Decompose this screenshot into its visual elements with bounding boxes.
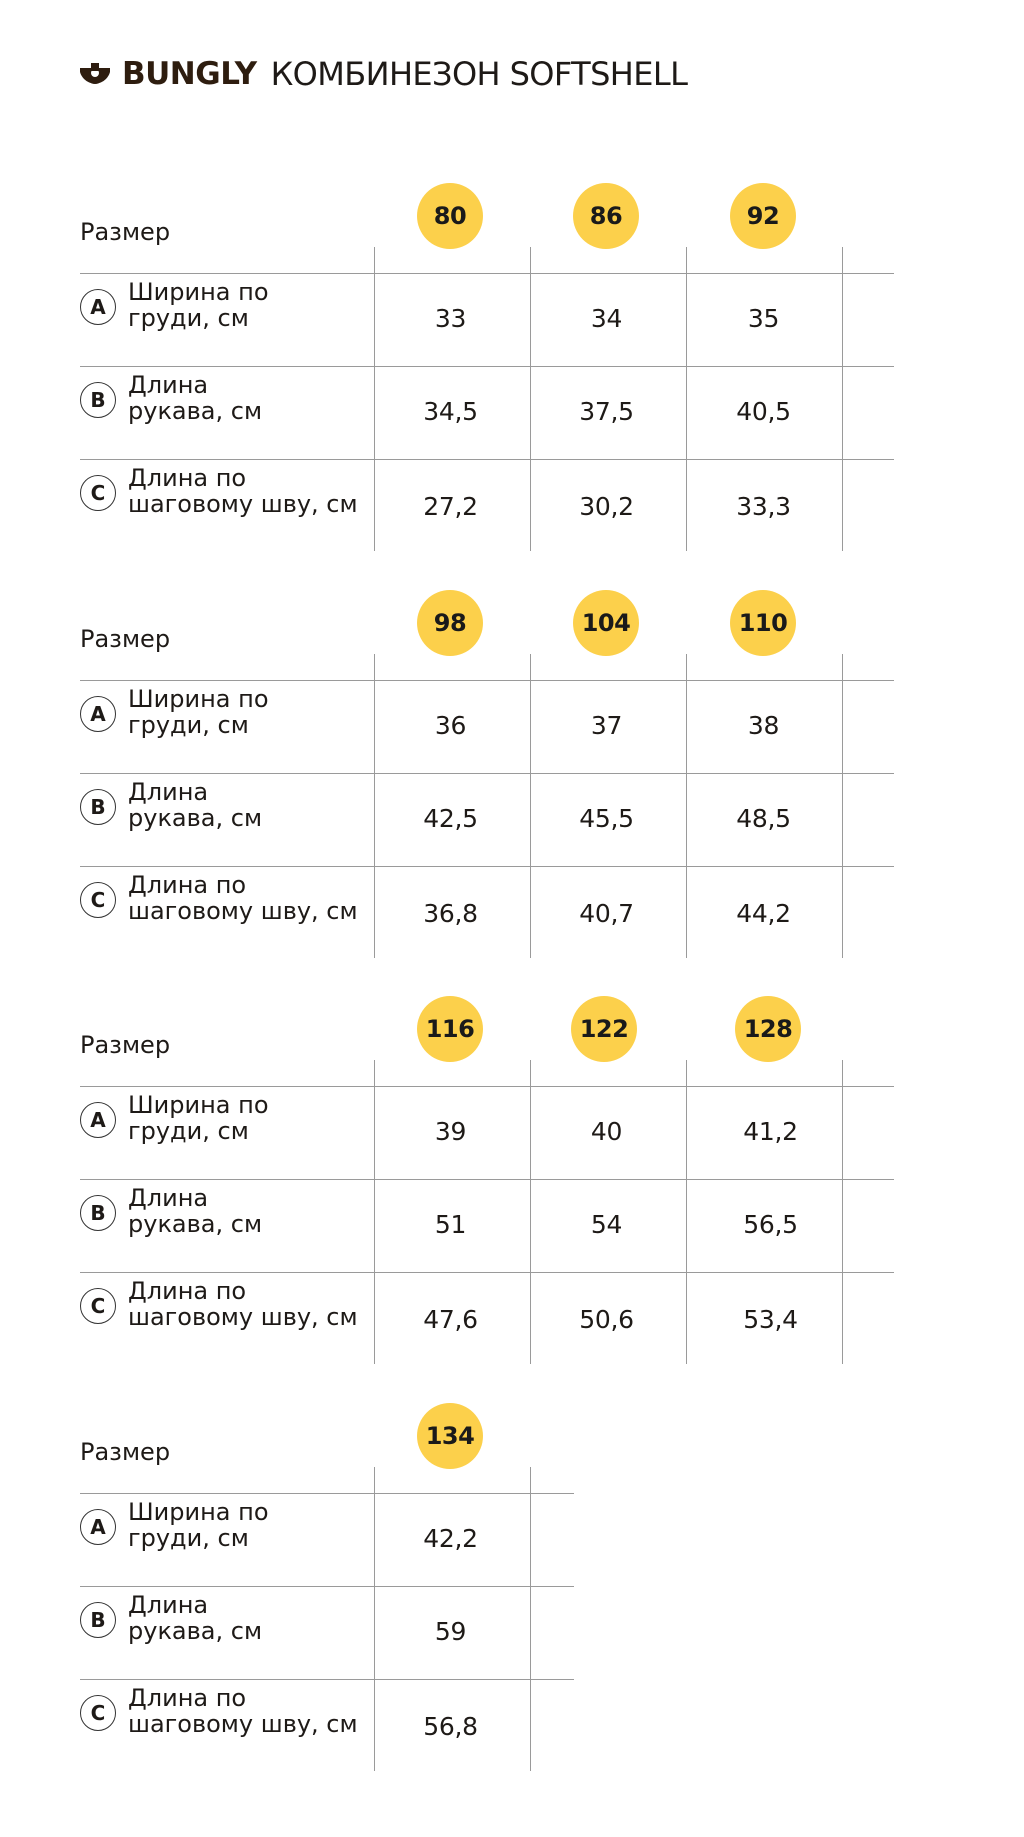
measurement-value: 51 xyxy=(434,1210,467,1239)
size-header-row xyxy=(80,590,894,680)
row-label-b xyxy=(128,1592,378,1644)
row-label-line: Длина xyxy=(128,778,209,806)
measurement-value: 36 xyxy=(434,711,467,740)
size-badge: 134 xyxy=(417,1403,483,1469)
row-label-c xyxy=(128,465,378,517)
size-header-row xyxy=(80,996,894,1086)
measurement-value: 50,6 xyxy=(579,1305,634,1334)
size-badge: 104 xyxy=(573,590,639,656)
measurement-value: 38 xyxy=(747,711,780,740)
size-badge: 110 xyxy=(730,590,796,656)
row-letter-a-icon: A xyxy=(80,1509,116,1545)
size-label: Размер xyxy=(80,1438,171,1466)
row-label-line: Ширина по xyxy=(128,1091,269,1119)
row-label-b xyxy=(128,1185,378,1237)
measurement-table xyxy=(80,273,894,552)
size-table xyxy=(80,1403,574,1774)
row-divider xyxy=(80,1679,574,1680)
row-divider xyxy=(80,366,894,367)
row-label-line: рукава, см xyxy=(128,1617,263,1645)
measurement-value: 36,8 xyxy=(423,899,478,928)
column-divider xyxy=(842,654,843,958)
measurement-value: 27,2 xyxy=(423,492,478,521)
bungly-smile-icon xyxy=(80,59,110,89)
measurement-value: 34 xyxy=(590,304,623,333)
measurement-value: 35 xyxy=(747,304,780,333)
column-divider xyxy=(686,1060,687,1364)
row-label-a xyxy=(128,1499,378,1551)
row-label-line: Ширина по xyxy=(128,685,269,713)
row-letter-c-icon: C xyxy=(80,882,116,918)
row-divider xyxy=(80,1586,574,1587)
row-divider xyxy=(80,773,894,774)
measurement-value: 33 xyxy=(434,304,467,333)
product-title: КОМБИНЕЗОН SOFTSHELL xyxy=(270,55,688,93)
size-label: Размер xyxy=(80,218,171,246)
row-label-line: Ширина по xyxy=(128,278,269,306)
row-divider xyxy=(80,273,894,274)
size-table xyxy=(80,996,894,1367)
row-divider xyxy=(80,680,894,681)
row-label-b xyxy=(128,372,378,424)
measurement-value: 56,5 xyxy=(743,1210,798,1239)
row-label-line: шаговому шву, см xyxy=(128,897,358,925)
row-letter-a-icon: A xyxy=(80,696,116,732)
measurement-value: 40 xyxy=(590,1117,623,1146)
measurement-value: 33,3 xyxy=(736,492,791,521)
row-label-c xyxy=(128,872,378,924)
size-badge: 116 xyxy=(417,996,483,1062)
size-header-row xyxy=(80,183,894,273)
size-badge: 122 xyxy=(571,996,637,1062)
size-label: Размер xyxy=(80,625,171,653)
row-label-line: Длина по xyxy=(128,1684,247,1712)
measurement-value: 48,5 xyxy=(736,804,791,833)
measurement-value: 41,2 xyxy=(743,1117,798,1146)
measurement-table xyxy=(80,1086,894,1365)
row-label-line: груди, см xyxy=(128,1117,249,1145)
row-divider xyxy=(80,1272,894,1273)
measurement-value: 40,5 xyxy=(736,397,791,426)
row-label-c xyxy=(128,1278,378,1330)
measurement-value: 30,2 xyxy=(579,492,634,521)
row-label-c xyxy=(128,1685,378,1737)
measurement-value: 59 xyxy=(434,1617,467,1646)
size-header-row xyxy=(80,1403,574,1493)
row-letter-b-icon: B xyxy=(80,789,116,825)
row-label-b xyxy=(128,779,378,831)
row-label-line: Длина по xyxy=(128,464,247,492)
row-letter-b-icon: B xyxy=(80,1195,116,1231)
row-label-line: рукава, см xyxy=(128,804,263,832)
size-badge: 80 xyxy=(417,183,483,249)
row-letter-c-icon: C xyxy=(80,1288,116,1324)
measurement-value: 42,5 xyxy=(423,804,478,833)
measurement-table xyxy=(80,1493,574,1772)
column-divider xyxy=(530,1467,531,1771)
column-divider xyxy=(842,247,843,551)
measurement-table xyxy=(80,680,894,959)
row-label-line: Ширина по xyxy=(128,1498,269,1526)
measurement-value: 39 xyxy=(434,1117,467,1146)
measurement-value: 37 xyxy=(590,711,623,740)
row-label-line: шаговому шву, см xyxy=(128,490,358,518)
row-letter-c-icon: C xyxy=(80,1695,116,1731)
row-label-line: груди, см xyxy=(128,1524,249,1552)
measurement-value: 53,4 xyxy=(743,1305,798,1334)
row-label-line: груди, см xyxy=(128,304,249,332)
row-label-a xyxy=(128,686,378,738)
row-label-line: Длина xyxy=(128,1591,209,1619)
row-letter-a-icon: A xyxy=(80,289,116,325)
row-label-line: Длина xyxy=(128,371,209,399)
measurement-value: 47,6 xyxy=(423,1305,478,1334)
size-table xyxy=(80,590,894,961)
row-divider xyxy=(80,459,894,460)
size-badge: 92 xyxy=(730,183,796,249)
size-table xyxy=(80,183,894,554)
size-badge: 98 xyxy=(417,590,483,656)
size-badge: 86 xyxy=(573,183,639,249)
measurement-value: 54 xyxy=(590,1210,623,1239)
row-divider xyxy=(80,866,894,867)
measurement-value: 42,2 xyxy=(423,1524,478,1553)
row-letter-b-icon: B xyxy=(80,1602,116,1638)
measurement-value: 44,2 xyxy=(736,899,791,928)
row-label-line: Длина по xyxy=(128,1277,247,1305)
measurement-value: 40,7 xyxy=(579,899,634,928)
row-label-a xyxy=(128,1092,378,1144)
row-divider xyxy=(80,1086,894,1087)
measurement-value: 56,8 xyxy=(423,1712,478,1741)
row-label-line: груди, см xyxy=(128,711,249,739)
row-divider xyxy=(80,1493,574,1494)
page-header xyxy=(80,54,687,94)
size-badge: 128 xyxy=(735,996,801,1062)
row-divider xyxy=(80,1179,894,1180)
measurement-value: 45,5 xyxy=(579,804,634,833)
measurement-value: 34,5 xyxy=(423,397,478,426)
row-label-line: рукава, см xyxy=(128,1210,263,1238)
row-letter-c-icon: C xyxy=(80,475,116,511)
row-label-line: рукава, см xyxy=(128,397,263,425)
row-label-line: Длина по xyxy=(128,871,247,899)
row-letter-b-icon: B xyxy=(80,382,116,418)
size-label: Размер xyxy=(80,1031,171,1059)
measurement-value: 37,5 xyxy=(579,397,634,426)
row-label-line: шаговому шву, см xyxy=(128,1710,358,1738)
brand-name: BUNGLY xyxy=(122,56,257,92)
row-letter-a-icon: A xyxy=(80,1102,116,1138)
row-label-a xyxy=(128,279,378,331)
row-label-line: шаговому шву, см xyxy=(128,1303,358,1331)
row-label-line: Длина xyxy=(128,1184,209,1212)
